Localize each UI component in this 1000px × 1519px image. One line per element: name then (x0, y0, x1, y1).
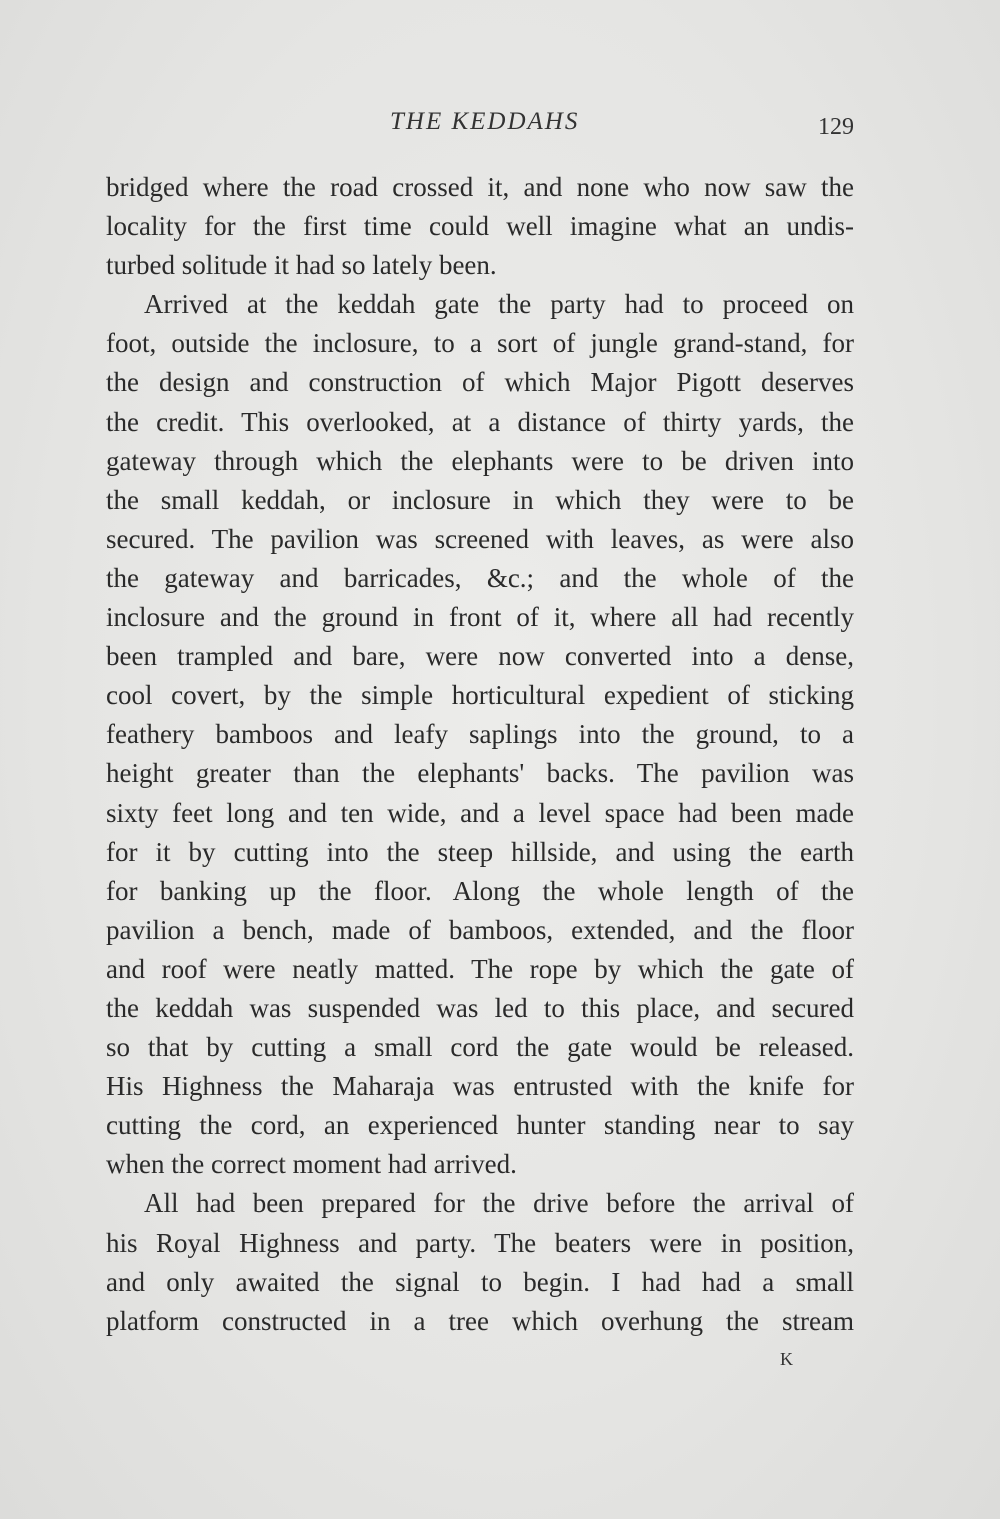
text-line: foot, outside the inclosure, to a sort of jungle grand-stand, for (106, 328, 854, 359)
text-line: All had been prepared for the drive before the arrival of (144, 1188, 854, 1219)
text-line: and only awaited the signal to begin. I had had a small (106, 1266, 854, 1297)
text-line: cool covert, by the simple horticultural expedient of sticking (106, 680, 854, 711)
text-line: when the correct moment had arrived. (106, 1149, 517, 1180)
text-line: platform constructed in a tree which overhung the stream (106, 1305, 854, 1336)
text-line: cutting the cord, an experienced hunter standing near to say (106, 1110, 854, 1141)
running-head-title: THE KEDDAHS (390, 108, 580, 135)
text-line: height greater than the elephants' backs. The pavilion was (106, 758, 854, 789)
signature-mark: K (780, 1349, 793, 1369)
text-line: sixty feet long and ten wide, and a level space had been made (106, 797, 854, 828)
text-line: inclosure and the ground in front of it, where all had recently (106, 602, 854, 633)
text-line: turbed solitude it had so lately been. (106, 250, 497, 281)
text-line: the gateway and barricades, &c.; and the whole of the (106, 562, 854, 593)
text-line: the design and construction of which Major Pigott deserves (106, 367, 854, 398)
text-line: for it by cutting into the steep hillside, and using the earth (106, 836, 854, 867)
text-line: and roof were neatly matted. The rope by which the gate of (106, 953, 854, 984)
text-line: so that by cutting a small cord the gate would be released. (106, 1032, 854, 1063)
text-line: the small keddah, or inclosure in which they were to be (106, 484, 854, 515)
text-line: locality for the first time could well imagine what an undis- (106, 211, 854, 242)
body-text (106, 168, 854, 1341)
text-line: the credit. This overlooked, at a distance of thirty yards, the (106, 406, 854, 437)
text-line: bridged where the road crossed it, and none who now saw the (106, 172, 854, 202)
text-line: his Royal Highness and party. The beaters were in position, (106, 1227, 854, 1258)
text-line: feathery bamboos and leafy saplings into the ground, to a (106, 719, 854, 750)
text-line: gateway through which the elephants were to be driven into (106, 445, 854, 476)
text-line: pavilion a bench, made of bamboos, extended, and the floor (106, 914, 854, 945)
text-line: secured. The pavilion was screened with leaves, as were also (106, 523, 854, 554)
text-line: His Highness the Maharaja was entrusted with the knife for (106, 1071, 854, 1102)
text-line: been trampled and bare, were now converted into a dense, (106, 641, 854, 672)
text-line: the keddah was suspended was led to this place, and secured (106, 992, 854, 1023)
text-line: Arrived at the keddah gate the party had to proceed on (144, 289, 854, 320)
page-number: 129 (818, 114, 854, 140)
text-line: for banking up the floor. Along the whole length of the (106, 875, 854, 906)
